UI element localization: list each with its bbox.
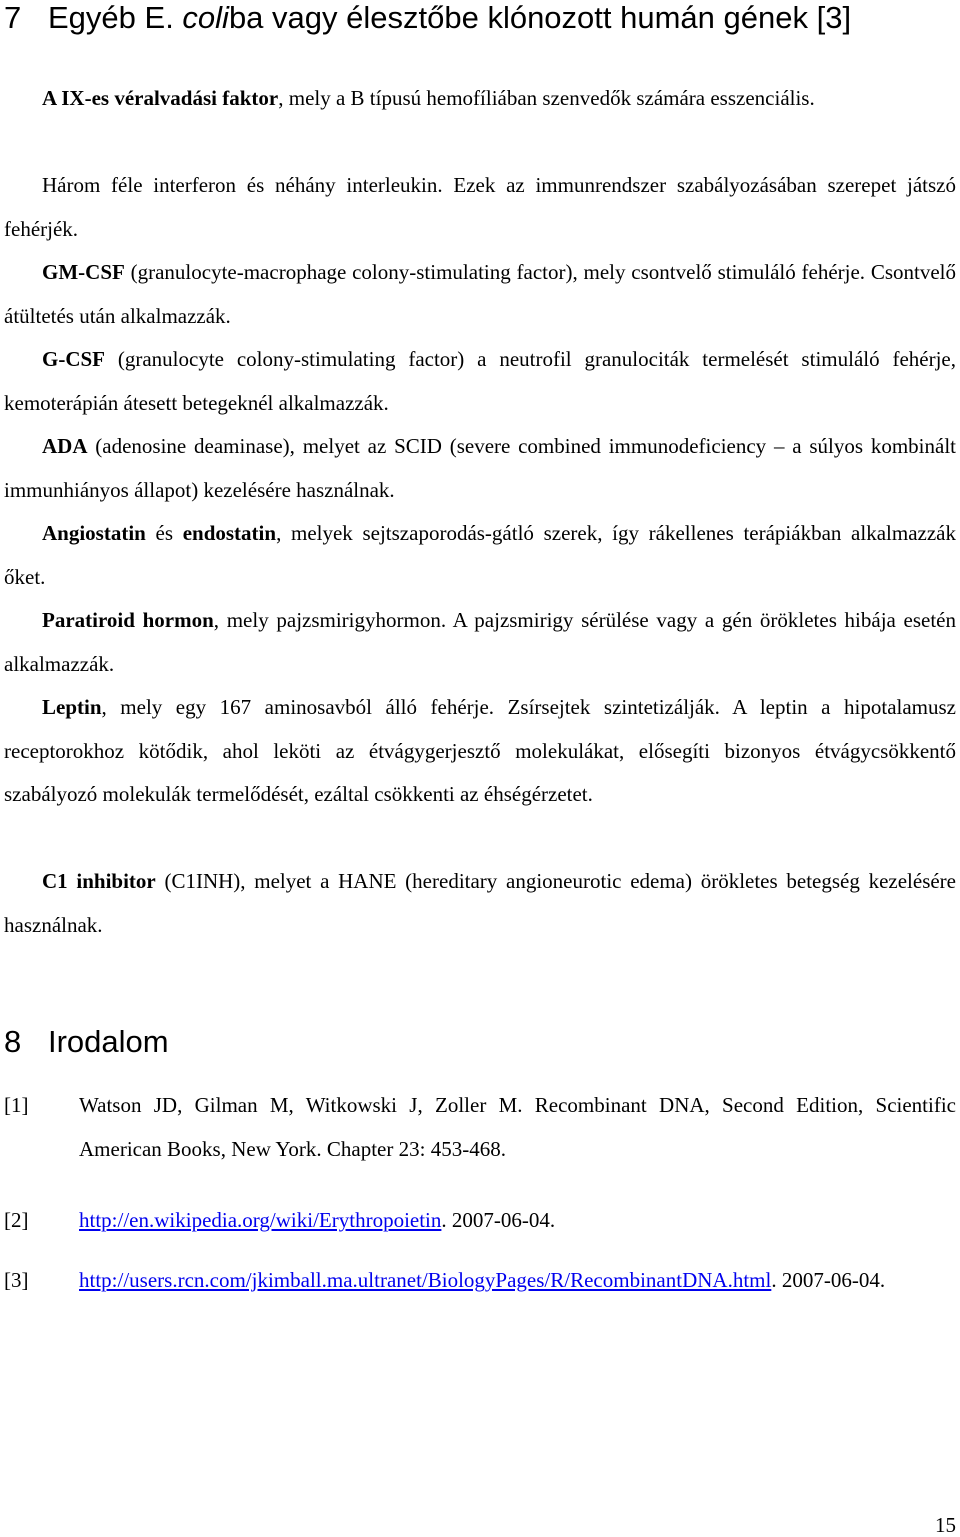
reference-text: . 2007-06-04. [441,1208,556,1232]
reference-body [79,1199,956,1243]
bold-term: Angiostatin [42,521,146,545]
reference-text: . 2007-06-04. [771,1268,886,1292]
paragraph-text: (granulocyte-macrophage colony-stimulating factor), mely csontvelő stimuláló fehérje. Csontvelő átültetés után alkalmazzák. [4,260,956,328]
paragraph-text: , melyek sejtszaporodás-gátló szerek, így rákellenes terápiákban alkalmazzák őket. [4,521,956,589]
reference-number: [3] [4,1268,29,1292]
section-title-part: ba vagy élesztőbe klónozott humán gének [3] [228,0,852,35]
paragraph-paratiroid [4,599,956,686]
bold-term: GM-CSF [42,260,125,284]
paragraph-c1-inhibitor [4,860,956,947]
bold-term: ADA [42,434,88,458]
paragraph-angiostatin [4,512,956,599]
reference-body [79,1259,956,1303]
paragraph-g-csf [4,338,956,425]
paragraph-interferon [4,164,956,251]
paragraph-text: , mely pajzsmirigyhormon. A pajzsmirigy sérülése vagy a gén örökletes hibája esetén alkalmazzák. [4,608,956,676]
paragraph-text: (C1INH), melyet a HANE (hereditary angioneurotic edema) örökletes betegség kezelésére használnak. [4,869,956,937]
reference-text: Watson JD, Gilman M, Witkowski J, Zoller M. Recombinant DNA, Second Edition, Scientific American Books, New York. Chapter 23: 453-468. [79,1093,956,1161]
section-number: 8 [4,1024,22,1059]
reference-item [4,1199,956,1243]
reference-number: [1] [4,1093,29,1117]
section-8-heading [4,1024,169,1060]
paragraph-text: (adenosine deaminase), melyet az SCID (severe combined immunodeficiency – a súlyos kombinált immunhiányos állapot) kezelésére használnak. [4,434,956,502]
paragraph-factor-ix [4,77,956,121]
reference-item [4,1259,956,1303]
section-title-part: Egyéb E. [48,0,183,35]
bold-term: endostatin [182,521,277,545]
bold-term: A IX-es véralvadási faktor [42,86,279,110]
reference-link[interactable]: http://en.wikipedia.org/wiki/Erythropoietin [79,1208,442,1232]
paragraph-ada [4,425,956,512]
paragraph-leptin [4,686,956,817]
paragraph-text: , mely a B típusú hemofíliában szenvedők számára esszenciális. [278,86,815,110]
section-number: 7 [4,0,22,35]
page-number: 15 [935,1513,956,1537]
paragraph-text: Három féle interferon és néhány interleukin. Ezek az immunrendszer szabályozásában szerepet játszó fehérjék. [4,173,956,241]
paragraph-text: , mely egy 167 aminosavból álló fehérje. Zsírsejtek szintetizálják. A leptin a hipotalamusz receptorokhoz kötődik, ahol leköti az étvágygerjesztő molekulákat, elősegíti bizonyos étvágycsökkentő szabályozó molekulák termelődését, ezáltal csökkenti az éhségérzetet. [4,695,956,806]
paragraph-text: (granulocyte colony-stimulating factor) a neutrofil granulociták termelését stimuláló fehérje, kemoterápián átesett betegeknél alkalmazzák. [4,347,956,415]
reference-body [79,1084,956,1171]
bold-term: G-CSF [42,347,105,371]
reference-number: [2] [4,1208,29,1232]
paragraph-gm-csf [4,251,956,338]
reference-item [4,1084,956,1171]
section-7-heading [4,0,851,36]
reference-link[interactable]: http://users.rcn.com/jkimball.ma.ultranet/BiologyPages/R/RecombinantDNA.html [79,1268,772,1292]
bold-term: Leptin [42,695,102,719]
paragraph-text: és [145,521,183,545]
bold-term: C1 inhibitor [42,869,156,893]
section-title: Irodalom [48,1024,169,1059]
bold-term: Paratiroid hormon [42,608,214,632]
section-title-italic: coli [182,0,229,35]
